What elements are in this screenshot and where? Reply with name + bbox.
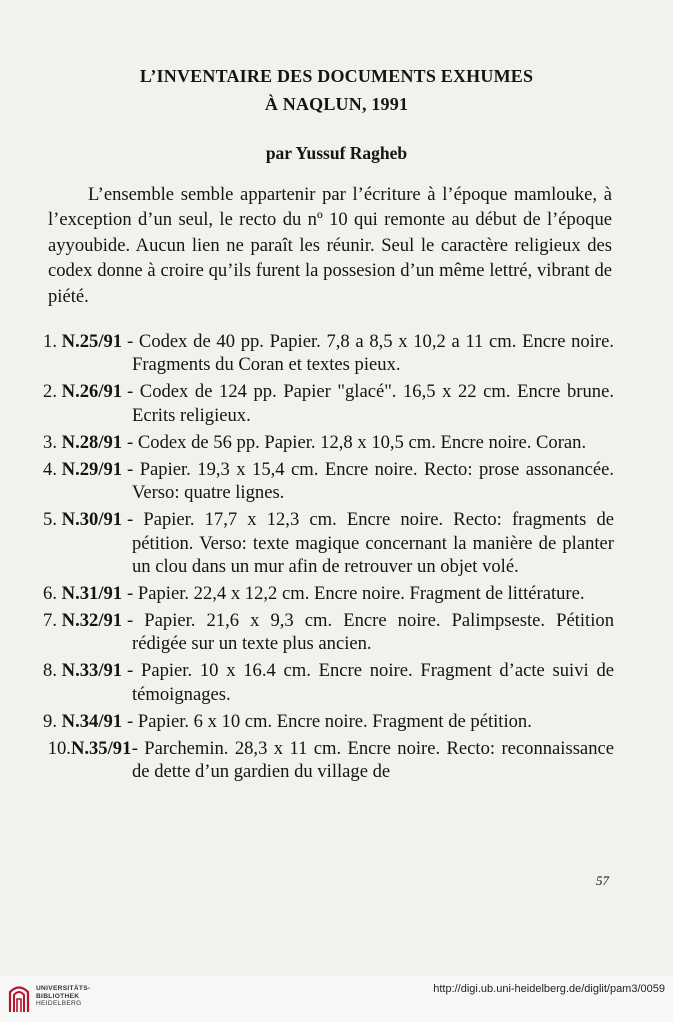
inventory-item (43, 431, 614, 454)
item-number: 1. (43, 331, 57, 352)
item-description: - Papier. 19,3 x 15,4 cm. Encre noire. Recto: prose assonancée. Verso: quatre lignes. (127, 458, 614, 504)
inventory-list (43, 330, 614, 787)
item-description: - Papier. 21,6 x 9,3 cm. Encre noire. Palimpseste. Pétition rédigée sur un texte plus ancien. (127, 610, 614, 655)
inventory-item (43, 659, 614, 706)
item-description: - Codex de 56 pp. Papier. 12,8 x 10,5 cm. Encre noire. Coran. (127, 431, 587, 453)
item-number: 4. (43, 458, 57, 480)
item-lead (43, 380, 123, 403)
item-lead (48, 737, 131, 760)
article-title-line-1: L’INVENTAIRE DES DOCUMENTS EXHUMES (139, 66, 534, 86)
item-number: 3. (43, 431, 57, 453)
item-number: 2. (43, 381, 57, 403)
library-logo-icon (6, 982, 32, 1014)
article-title-line-2: À NAQLUN, 1991 (264, 94, 409, 114)
item-description: - Codex de 40 pp. Papier. 7,8 a 8,5 x 10,2 a 11 cm. Encre noire. Fragments du Coran et textes pieux. (127, 331, 614, 376)
inventory-item (43, 609, 614, 656)
item-code: N.35/91 (70, 737, 132, 759)
item-number: 9. (43, 710, 57, 732)
item-lead (43, 330, 123, 353)
logo-line-2: BIBLIOTHEK (36, 992, 80, 1000)
item-code: N.31/91 (61, 582, 123, 604)
inventory-item (43, 380, 614, 427)
logo-line-1: UNIVERSITÄTS- (36, 985, 91, 992)
item-code: N.26/91 (61, 381, 123, 403)
item-lead (43, 582, 123, 605)
inventory-item (43, 458, 614, 505)
item-code: N.29/91 (61, 458, 123, 480)
page-number: 57 (596, 873, 609, 888)
item-number: 7. (43, 610, 57, 632)
item-description: - Papier. 22,4 x 12,2 cm. Encre noire. Fragment de littérature. (127, 582, 585, 604)
item-number: 5. (43, 509, 57, 531)
inventory-item (43, 330, 614, 377)
item-lead (43, 508, 123, 531)
item-lead (43, 609, 123, 632)
item-description: - Papier. 10 x 16.4 cm. Encre noire. Fragment d’acte suivi de témoignages. (127, 660, 614, 705)
item-number: 8. (43, 660, 57, 682)
library-logo-text (36, 985, 90, 1008)
item-number: 6. (43, 582, 57, 604)
inventory-item (48, 737, 614, 784)
item-code: N.34/91 (61, 710, 123, 732)
item-description: - Papier. 17,7 x 12,3 cm. Encre noire. Recto: fragments de pétition. Verso: texte magique concernant la manière de planter un clou dans un mur afin de retrouver un objet volé. (127, 509, 614, 577)
item-code: N.28/91 (61, 431, 123, 453)
item-lead (43, 710, 123, 733)
inventory-item (43, 508, 614, 578)
author-byline: par Yussuf Ragheb (265, 143, 408, 163)
inventory-item (43, 582, 614, 605)
item-lead (43, 431, 123, 454)
item-code: N.33/91 (61, 660, 123, 682)
item-code: N.25/91 (61, 331, 123, 352)
item-description: - Papier. 6 x 10 cm. Encre noire. Fragment de pétition. (127, 710, 532, 732)
item-description: - Codex de 124 pp. Papier "glacé". 16,5 x 22 cm. Encre brune. Ecrits religieux. (127, 381, 614, 426)
item-number: 10. (47, 737, 71, 759)
inventory-item (43, 710, 614, 733)
logo-line-3: HEIDELBERG (36, 1000, 82, 1008)
item-code: N.30/91 (61, 509, 123, 531)
item-code: N.32/91 (61, 610, 123, 632)
source-url-link[interactable]: http://digi.ub.uni-heidelberg.de/diglit/pam3/0059 (433, 983, 665, 995)
item-lead (43, 659, 123, 682)
item-lead (43, 458, 123, 481)
intro-paragraph: L’ensemble semble appartenir par l’écriture à l’époque mamlouke, à l’exception d’un seul, le recto du nº 10 qui remonte au début de l’époque ayyoubide. Aucun lien ne paraît les réunir. Seul le caractère religieux des codex donne à croire qu’ils furent la possesion d’un même lettré, vibrant de piété. (48, 184, 612, 307)
item-description: - Parchemin. 28,3 x 11 cm. Encre noire. Recto: reconnaissance de dette d’un gardien du village de (131, 737, 614, 783)
